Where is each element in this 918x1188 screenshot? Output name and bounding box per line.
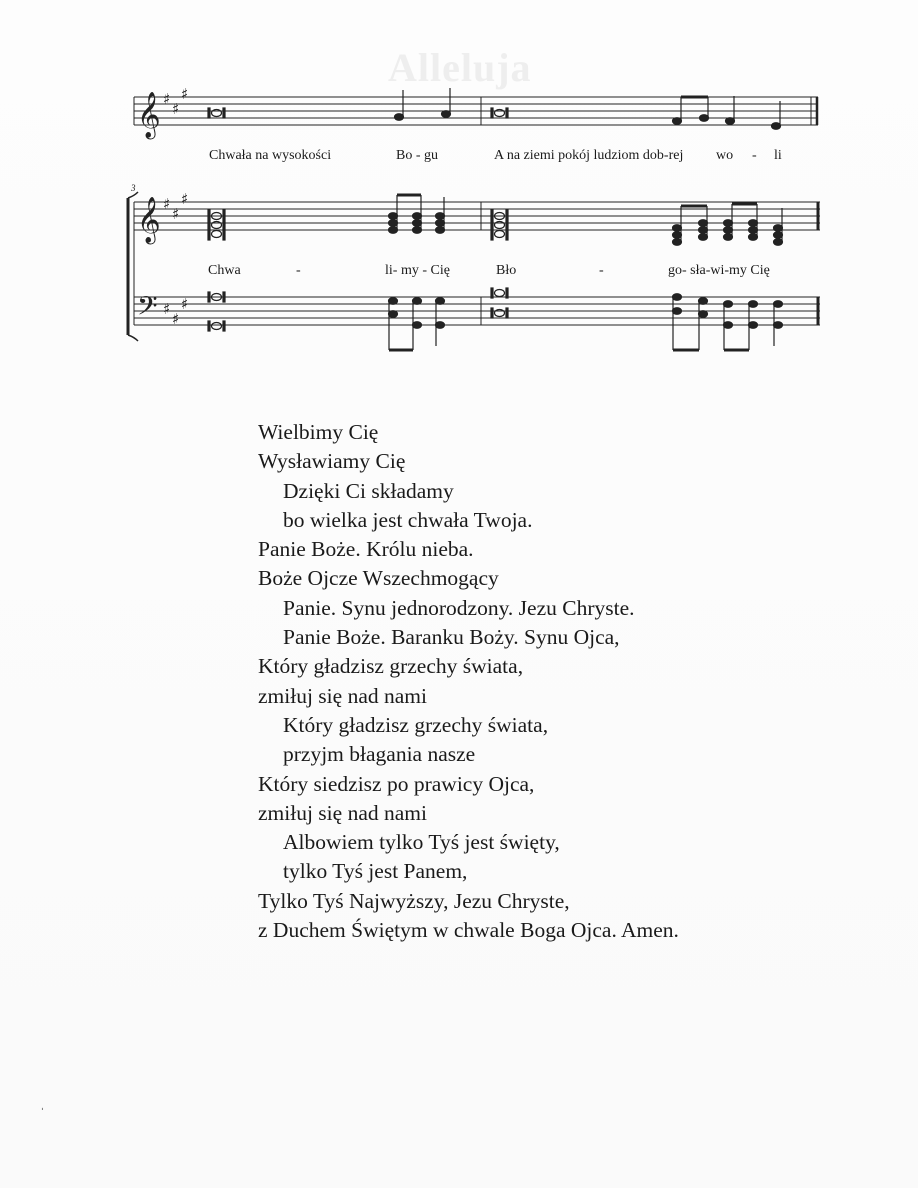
- svg-text:♯: ♯: [181, 295, 189, 313]
- hymn-line: Panie. Synu jednorodzony. Jezu Chryste.: [283, 595, 635, 620]
- svg-text:♯: ♯: [172, 205, 180, 223]
- lyric-syllable: wo: [716, 148, 734, 163]
- lyric-syllable: -: [296, 263, 301, 278]
- hymn-line: tylko Tyś jest Panem,: [283, 859, 468, 884]
- hymn-line: Boże Ojcze Wszechmogący: [258, 566, 499, 591]
- lyric-syllable: li: [774, 148, 782, 163]
- bass-clef-icon: 𝄢: [137, 290, 158, 328]
- key-signature: [163, 85, 188, 328]
- staff-system-1: [134, 97, 818, 125]
- lyric-syllable: Chwa: [208, 263, 241, 278]
- hymn-line: Który siedzisz po prawicy Ojca,: [258, 771, 535, 796]
- hymn-line: Panie Boże. Królu nieba.: [258, 537, 474, 562]
- hymn-line: Dzięki Ci składamy: [283, 478, 454, 503]
- hymn-line: Który gładzisz grzechy świata,: [258, 654, 524, 679]
- lyric-syllable: Bo - gu: [396, 148, 438, 163]
- lyric-syllable: li- my - Cię: [385, 263, 450, 278]
- treble-clef-icon: 𝄞: [137, 92, 161, 138]
- svg-text:♯: ♯: [181, 85, 189, 103]
- hymn-line: Który gładzisz grzechy świata,: [283, 712, 549, 737]
- hymn-line: Wysławiamy Cię: [258, 449, 406, 474]
- hymn-line: Albowiem tylko Tyś jest święty,: [283, 830, 560, 855]
- lyric-syllable: -: [752, 148, 757, 163]
- treble-clef-icon: 𝄞: [137, 197, 161, 243]
- lyric-syllable: Bło: [496, 263, 517, 278]
- svg-text:♯: ♯: [181, 190, 189, 208]
- hymn-line: z Duchem Świętym w chwale Boga Ojca. Amen.: [258, 918, 679, 943]
- svg-text:♯: ♯: [163, 195, 171, 213]
- music-score: [0, 0, 918, 400]
- lyric-syllable: Chwała na wysokości: [209, 148, 332, 163]
- svg-text:♯: ♯: [163, 300, 171, 318]
- hymn-line: bo wielka jest chwała Twoja.: [283, 507, 533, 532]
- hymn-line: Wielbimy Cię: [258, 420, 379, 444]
- hymn-text: [258, 418, 679, 945]
- hymn-line: zmiłuj się nad nami: [258, 683, 427, 708]
- pen-mark: ˌ: [40, 1096, 45, 1111]
- hymn-line: zmiłuj się nad nami: [258, 800, 427, 825]
- staff-system-2-bass: [134, 297, 820, 325]
- svg-text:♯: ♯: [163, 90, 171, 108]
- hymn-line: przyjm błagania nasze: [283, 742, 476, 767]
- svg-text:♯: ♯: [172, 100, 180, 118]
- lyric-syllable: go- sła-wi-my Cię: [668, 263, 770, 278]
- notes-system-2-treble: [208, 195, 783, 245]
- faded-title: Alleluja: [388, 45, 532, 90]
- lyric-syllable: -: [599, 263, 604, 278]
- lyric-syllable: A na ziemi pokój ludziom dob-rej: [494, 148, 684, 163]
- staff-system-2-treble: [134, 202, 820, 230]
- notes-system-1: [208, 88, 781, 129]
- svg-text:♯: ♯: [172, 310, 180, 328]
- measure-number: 3: [131, 183, 136, 193]
- hymn-line: Panie Boże. Baranku Boży. Synu Ojca,: [283, 625, 620, 650]
- hymn-line: Tylko Tyś Najwyższy, Jezu Chryste,: [258, 888, 570, 913]
